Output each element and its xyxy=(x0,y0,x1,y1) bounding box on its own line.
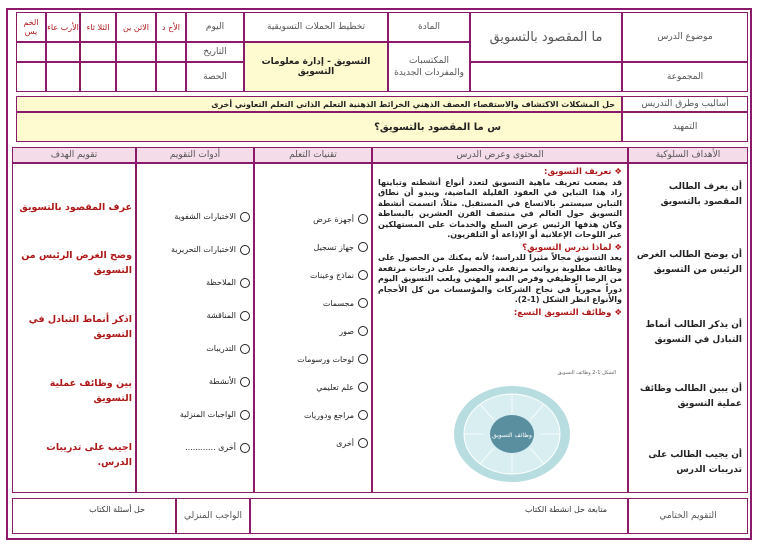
radio-icon[interactable] xyxy=(240,278,250,288)
marketing-functions-diagram xyxy=(448,376,576,488)
technique-item[interactable] xyxy=(258,205,368,233)
tools-list xyxy=(140,200,250,464)
methods-text: حل المشكلات الاكتشاف والاستقصاء العصف الذهني الخرائط الذهنية التعلم الذاتي التعلم التعاوني أخرى xyxy=(16,96,622,112)
tool-item[interactable] xyxy=(140,299,250,332)
tool-item[interactable] xyxy=(140,233,250,266)
radio-icon[interactable] xyxy=(240,245,250,255)
technique-item[interactable] xyxy=(258,317,368,345)
topic-label: موضوع الدرس xyxy=(622,12,748,62)
content-h1: تعريف التسويق: xyxy=(544,167,612,177)
group-value xyxy=(470,62,622,92)
technique-item[interactable] xyxy=(258,233,368,261)
period-cell-monday xyxy=(116,62,156,92)
technique-label: أخرى xyxy=(336,438,354,448)
eval-2: وضح الغرض الرئيس من التسويق xyxy=(21,250,132,276)
technique-item[interactable] xyxy=(258,373,368,401)
radio-icon[interactable] xyxy=(240,212,250,222)
period-cell-wednesday xyxy=(46,62,80,92)
date-cell-tuesday xyxy=(80,42,116,62)
unit-text: التسويق - إدارة معلومات التسويق xyxy=(244,42,388,92)
methods-label: أساليب وطرق التدريس xyxy=(622,96,748,112)
radio-icon[interactable] xyxy=(358,214,368,224)
technique-label: علم تعليمي xyxy=(316,382,354,392)
day-label: اليوم xyxy=(186,12,244,42)
intro-text: س ما المقصود بالتسويق؟ xyxy=(16,112,622,142)
technique-item[interactable] xyxy=(258,345,368,373)
tool-label: أخرى ............ xyxy=(185,443,236,452)
eval-5: اجيب على تدريبات الدرس. xyxy=(46,442,132,468)
day-header-thursday: الخم يس xyxy=(16,12,46,42)
bullet-icon: ❖ xyxy=(611,307,622,318)
bullet-icon: ❖ xyxy=(611,167,622,177)
objective-5: أن يجيب الطالب على تدريبات الدرس xyxy=(648,450,742,475)
radio-icon[interactable] xyxy=(358,326,368,336)
radio-icon[interactable] xyxy=(358,382,368,392)
plan-title: تخطيط الحملات التسويقية xyxy=(244,12,388,42)
date-cell-wednesday xyxy=(46,42,80,62)
group-label: المجموعة xyxy=(622,62,748,92)
day-header-wednesday: الأرب عاء xyxy=(46,12,80,42)
tool-item[interactable] xyxy=(140,398,250,431)
tool-item[interactable] xyxy=(140,200,250,233)
concepts-label: المكتسبات والمفردات الجديدة xyxy=(388,42,470,92)
homework-label: الواجب المنزلي xyxy=(176,498,250,534)
radio-icon[interactable] xyxy=(358,270,368,280)
intro-label: التمهيد xyxy=(622,112,748,142)
tool-label: الواجبات المنزلية xyxy=(179,410,236,419)
technique-item[interactable] xyxy=(258,289,368,317)
date-cell-monday xyxy=(116,42,156,62)
day-header-monday: الاثن ين xyxy=(116,12,156,42)
tool-label: التدريبات xyxy=(206,344,236,353)
final-eval-label: التقويم الختامي xyxy=(628,498,748,534)
col-objectives-header: الأهداف السلوكية xyxy=(628,147,748,163)
technique-label: جهاز تسجيل xyxy=(313,242,354,252)
objective-2: أن يوضح الطالب الغرض الرئيس من التسويق xyxy=(636,250,742,275)
figure-caption: الشكل 1-2 وظائف التسويق xyxy=(557,370,616,376)
col-techniques-header: تقنيات التعلم xyxy=(254,147,372,163)
radio-icon[interactable] xyxy=(358,242,368,252)
diagram-center-label: وظائف التسويق xyxy=(492,432,532,439)
radio-icon[interactable] xyxy=(240,311,250,321)
objective-3: أن يذكر الطالب أنماط التبادل في التسويق xyxy=(645,320,742,345)
eval-3: اذكر أنماط التبادل في التسويق xyxy=(28,314,132,340)
bullet-icon: ❖ xyxy=(611,242,622,253)
content-p2: يعد التسويق مجالاً مثيراً للدراسة؛ لأنه يمكنك من الحصول على وظائف مطلوبة برواتب مرتفعة، والحصول على درجات مرتفعة من الرضا الوظيفي وفرص النمو المهني ويلعب التسويق اليوم دوراً محورياً في نجاح الشركات والمؤسسات من كل الأحجام والأنواع انظر الشكل (1-2). xyxy=(378,253,622,304)
date-cell-sunday xyxy=(156,42,186,62)
tool-item[interactable] xyxy=(140,365,250,398)
tool-item[interactable] xyxy=(140,431,250,464)
period-label: الحصة xyxy=(186,62,244,92)
homework-text: حل أسئلة الكتاب xyxy=(12,498,176,534)
technique-label: صور xyxy=(339,326,354,336)
radio-icon[interactable] xyxy=(240,344,250,354)
radio-icon[interactable] xyxy=(358,298,368,308)
radio-icon[interactable] xyxy=(240,377,250,387)
content-p1: قد يصعب تعريف ماهية التسويق لتعدد أنواع أنشطته وتباينها زاد هذا التباين في العقود القليلة الماضية، ويبدو أن نطاق التباين سيستمر بالاتساع في المستقبل. مثلاً، اتسمت أنشطة التسويق حول العالم في منتصف القرن العشرين بالبساطة وكان هدفها الرئيس عرض السلع والخدمات على المستهلكين عبر اللوحات الإعلانية أو الإذاعة أو التلفزيون. xyxy=(378,177,622,239)
tool-label: الاختبارات التحريرية xyxy=(171,245,236,254)
tool-label: الاختبارات الشفوية xyxy=(174,212,236,221)
date-label: التاريخ xyxy=(186,42,244,62)
radio-icon[interactable] xyxy=(240,410,250,420)
technique-label: أجهزة عرض xyxy=(313,214,354,224)
eval-4: بين وظائف عملية التسويق xyxy=(49,378,132,404)
technique-label: مجسمات xyxy=(322,298,354,308)
technique-label: مراجع ودوريات xyxy=(303,410,354,420)
day-header-tuesday: الثلا ثاء xyxy=(80,12,116,42)
tool-item[interactable] xyxy=(140,266,250,299)
technique-item[interactable] xyxy=(258,401,368,429)
technique-label: نماذج وعينات xyxy=(310,270,354,280)
day-header-sunday: الأح د xyxy=(156,12,186,42)
date-cell-thursday xyxy=(16,42,46,62)
content-h3: وظائف التسويق التسع: xyxy=(513,307,612,318)
technique-item[interactable] xyxy=(258,261,368,289)
col-tools-header: أدوات التقويم xyxy=(136,147,254,163)
radio-icon[interactable] xyxy=(358,410,368,420)
period-cell-tuesday xyxy=(80,62,116,92)
final-eval-text: متابعة حل انشطة الكتاب xyxy=(250,498,628,534)
techniques-list xyxy=(258,205,368,457)
tool-label: المناقشة xyxy=(206,311,236,320)
radio-icon[interactable] xyxy=(240,443,250,453)
tool-label: الأنشطة xyxy=(209,377,236,386)
period-cell-thursday xyxy=(16,62,46,92)
objective-1: أن يعرف الطالب المقصود بالتسويق xyxy=(660,182,742,207)
tool-item[interactable] xyxy=(140,332,250,365)
technique-label: لوحات ورسومات xyxy=(297,354,354,364)
col-eval-header: تقويم الهدف xyxy=(12,147,136,163)
technique-item[interactable] xyxy=(258,429,368,457)
eval-1: عرف المقصود بالتسويق xyxy=(19,202,132,213)
col-content-header: المحتوى وعرض الدرس xyxy=(372,147,628,163)
lesson-title: ما المقصود بالتسويق xyxy=(470,12,622,62)
content-area xyxy=(378,167,622,318)
period-cell-sunday xyxy=(156,62,186,92)
radio-icon[interactable] xyxy=(358,354,368,364)
radio-icon[interactable] xyxy=(358,438,368,448)
tool-label: الملاحظة xyxy=(206,278,236,287)
subject-label: المادة xyxy=(388,12,470,42)
objective-4: أن يبين الطالب وظائف عملية التسويق xyxy=(639,384,742,409)
content-h2: لماذا ندرس التسويق؟ xyxy=(522,242,612,253)
